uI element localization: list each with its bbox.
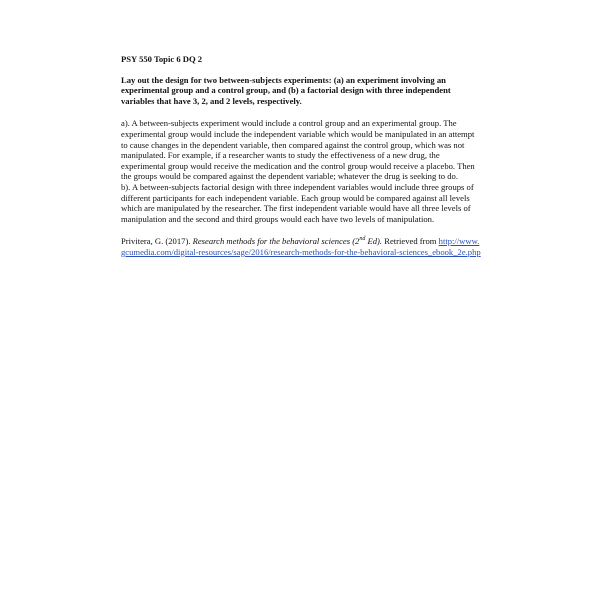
reference-author-year: Privitera, G. (2017). <box>121 236 193 247</box>
reference-work-title: Research methods for the behavioral sciences (2nd Ed). <box>192 236 383 247</box>
answer-part-a: a). A between-subjects experiment would include a control group and an experimental group. The experimental group would include the independent variable which would be manipulated in an attempt to cause changes in the dependent variable, then compared against the control group, which was not manipulated. For example, if a researcher wants to study the effectiveness of a new drug, the experimental group would receive the medication and the control group would receive a placebo. Then the groups would be compared against the dependent variable; whatever the drug is seeking to do. <box>121 118 475 182</box>
reference-url-link[interactable]: http://www.gcumedia.com/digital-resources/sage/2016/research-methods-for-the-behavioral-sciences_ebook_2e.php <box>121 236 481 257</box>
reference-retrieved-text: Retrieved from <box>382 236 439 247</box>
discussion-question: Lay out the design for two between-subjects experiments: (a) an experiment involving an experimental group and a control group, and (b) a factorial design with three independent variables that have 3, 2, and 2 levels, respectively. <box>121 74 451 106</box>
answer-part-b: b). A between-subjects factorial design with three independent variables would include three groups of different participants for each independent variable. Each group would be compared against all levels which are manipulated by the researcher. The first independent variable would have all three levels of manipulation and the second and third groups would each have two levels of manipulation. <box>121 181 474 224</box>
document-body <box>121 54 481 258</box>
edition-superscript: nd <box>359 236 366 243</box>
document-title: PSY 550 Topic 6 DQ 2 <box>121 54 203 64</box>
reference-citation <box>121 236 481 257</box>
